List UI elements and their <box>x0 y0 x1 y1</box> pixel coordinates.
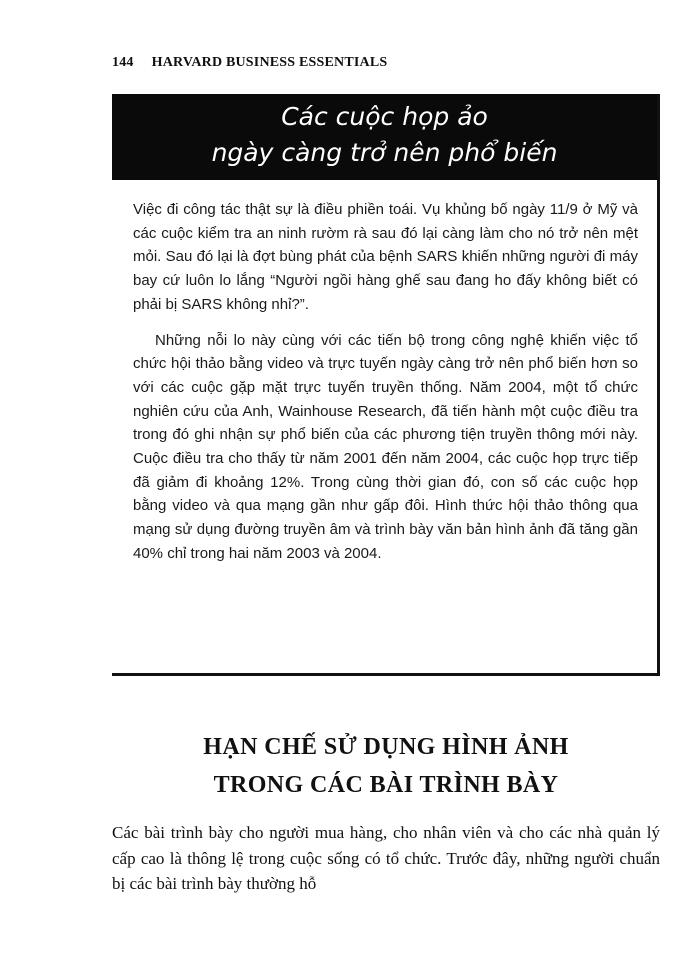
page-number: 144 <box>112 55 134 70</box>
sidebar-title-line1: Các cuộc họp ảo <box>281 102 488 131</box>
section-body-paragraph: Các bài trình bày cho người mua hàng, cho nhân viên và cho các nhà quản lý cấp cao là thông lệ trong cuộc sống có tổ chức. Trước đây, những người chuẩn bị các bài trình bày thường hỗ <box>112 823 660 893</box>
sidebar-paragraph-1: Việc đi công tác thật sự là điều phiền toái. Vụ khủng bố ngày 11/9 ở Mỹ và các cuộc kiểm tra an ninh rườm rà sau đó lại càng làm cho nó trở nên mệt mỏi. Sau đó lại là đợt bùng phát của bệnh SARS khiến những người đi máy bay cứ luôn lo lắng “Người ngồi hàng ghế sau đang ho đấy không biết có phải bị SARS không nhỉ?”. <box>133 201 638 313</box>
sidebar-body <box>133 198 638 566</box>
sidebar-header <box>112 94 657 180</box>
sidebar-title-line2: ngày càng trở nên phổ biến <box>211 138 558 167</box>
sidebar-box <box>112 94 660 676</box>
sidebar-paragraph-2: Những nỗi lo này cùng với các tiến bộ trong công nghệ khiến việc tổ chức hội thảo bằng video và trực tuyến ngày càng trở nên phổ biến hơn so với các cuộc gặp mặt trực tuyến truyền thống. Năm 2004, một tổ chức nghiên cứu của Anh, Wainhouse Research, đã tiến hành một cuộc điều tra trong đó ghi nhận sự phổ biến của các phương tiện truyền thông mới này. Cuộc điều tra cho thấy từ năm 2001 đến năm 2004, các cuộc họp trực tiếp đã giảm đi khoảng 12%. Trong cùng thời gian đó, con số các cuộc họp bằng video và qua mạng gần như gấp đôi. Hình thức hội thảo thông qua mạng sử dụng đường truyền âm và trình bày văn bản hình ảnh đã tăng gần 40% chỉ trong hai năm 2003 và 2004. <box>133 331 638 562</box>
section-title-line1: HẠN CHẾ SỬ DỤNG HÌNH ẢNH <box>203 734 569 760</box>
section-title-line2: TRONG CÁC BÀI TRÌNH BÀY <box>213 772 559 798</box>
running-head <box>112 55 387 71</box>
book-title: HARVARD BUSINESS ESSENTIALS <box>151 55 388 70</box>
